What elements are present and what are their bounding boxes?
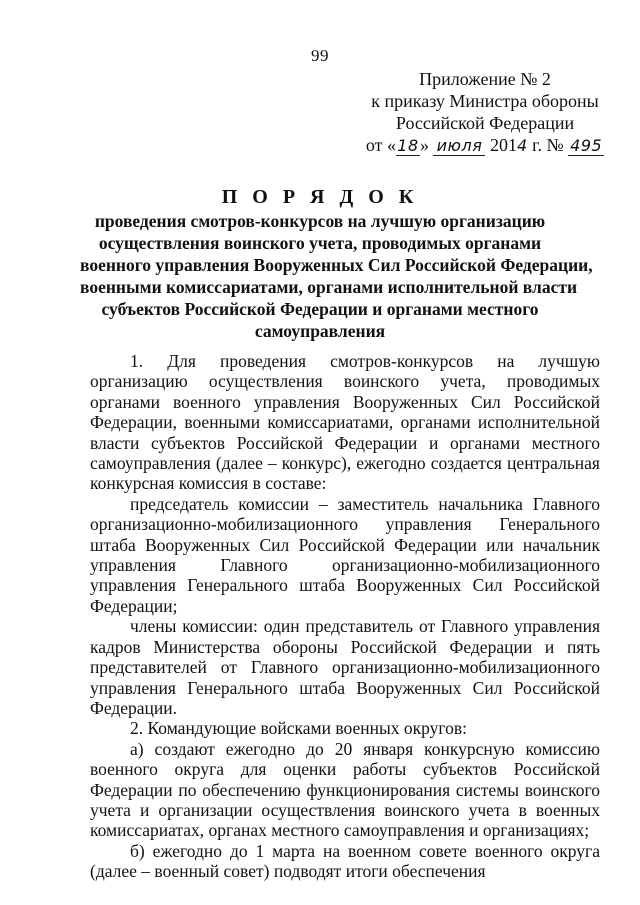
date-year-prefix: 201 <box>485 135 517 155</box>
appendix-federation: Российской Федерации <box>395 113 575 133</box>
subtitle-line: проведения смотров-конкурсов на лучшую организацию <box>94 211 546 231</box>
appendix-block <box>360 68 610 156</box>
subtitle-line: осуществления воинского учета, проводимых органами <box>98 233 542 253</box>
date-month-handwritten: июля <box>433 137 485 156</box>
subtitle-line: самоуправления <box>254 321 386 341</box>
order-number-handwritten: 495 <box>570 136 603 155</box>
document-body <box>90 351 600 882</box>
date-mid: » <box>419 135 434 155</box>
document-title: П О Р Я Д О К <box>221 186 419 208</box>
paragraph-chairman: председатель комиссии – заместитель начальника Главного организационно-мобилизационного управления Генерального штаба Вооруженных Сил Российской Федерации или начальник управления Главного организационно-мобилизационного управления Генерального штаба Вооруженных Сил Российской Федерации; <box>90 493 600 616</box>
date-year-handwritten: 4 <box>516 136 528 155</box>
document-subtitle <box>80 210 593 342</box>
appendix-date-line <box>360 134 610 156</box>
date-prefix: от « <box>365 135 396 155</box>
paragraph-2: 2. Командующие войсками военных округов: <box>130 718 467 739</box>
paragraph-2a: а) создают ежегодно до 20 января конкурсную комиссию военного округа для оценки работы субъектов Российской Федерации по обеспечению функционирования системы воинского учета и организации осуществления воинского учета в военных комиссариатах, органах местного самоуправления и организациях; <box>90 738 600 841</box>
paragraph-1: 1. Для проведения смотров-конкурсов на лучшую организацию осуществления воинского учета, проводимых органами военного управления Вооруженных Сил Российской Федерации, военными комиссариатами, органами исполнительной власти субъектов Российской Федерации и органами местного самоуправления (далее – конкурс), ежегодно создается центральная конкурсная комиссия в составе: <box>90 351 600 494</box>
appendix-title: Приложение № 2 <box>419 69 551 89</box>
date-day-handwritten: 18 <box>397 136 419 155</box>
subtitle-line: военными комиссариатами, органами исполнительной власти <box>80 277 578 297</box>
paragraph-2b: б) ежегодно до 1 марта на военном совете военного округа (далее – военный совет) подводят итоги обеспечения <box>90 840 600 882</box>
subtitle-line: субъектов Российской Федерации и органами местного <box>101 299 539 319</box>
page-number: 99 <box>311 46 329 65</box>
appendix-order-ref: к приказу Министра обороны <box>371 91 599 111</box>
paragraph-members: члены комиссии: один представитель от Главного управления кадров Министерства обороны Российской Федерации и пять представителей от Главного организационно-мобилизационного управления Генерального штаба Вооруженных Сил Российской Федерации. <box>90 616 600 718</box>
subtitle-line: военного управления Вооруженных Сил Российской Федерации, <box>80 255 593 275</box>
date-g: г. № <box>527 135 569 155</box>
